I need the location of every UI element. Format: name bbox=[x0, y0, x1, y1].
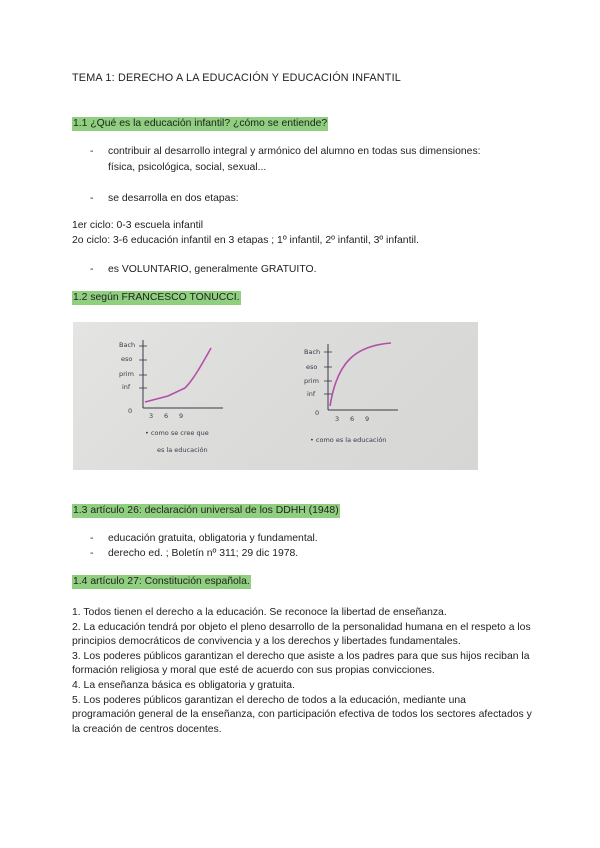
article-paragraphs bbox=[72, 606, 532, 737]
section-1-2-heading-text: 1.2 según FRANCESCO TONUCCI. bbox=[73, 292, 240, 303]
left-y-label-eso: eso bbox=[121, 355, 133, 363]
right-y-label-inf: inf bbox=[307, 390, 316, 398]
document-title: TEMA 1: DERECHO A LA EDUCACIÓN Y EDUCACIÓN INFANTIL bbox=[72, 72, 401, 84]
section-1-4-heading bbox=[72, 576, 251, 587]
bullet-desarrollo-line2: física, psicológica, social, sexual... bbox=[108, 162, 267, 173]
left-x-label-0: 0 bbox=[128, 407, 133, 415]
bullet-text-line1: contribuir al desarrollo integral y armónico del alumno en todas sus dimensiones: bbox=[108, 146, 481, 157]
article-point-4: 4. La enseñanza básica es obligatoria y gratuita. bbox=[72, 679, 295, 691]
left-x-label-3: 3 bbox=[149, 412, 154, 420]
right-x-label-3: 3 bbox=[335, 415, 340, 423]
tonucci-sketch bbox=[73, 322, 478, 470]
bullet-dash: - bbox=[90, 193, 94, 204]
right-x-label-6: 6 bbox=[350, 415, 355, 423]
left-caption-line1: • como se cree que bbox=[145, 429, 209, 437]
article-point-1: 1. Todos tienen el derecho a la educación. Se reconoce la libertad de enseñanza. bbox=[72, 607, 447, 618]
right-curve bbox=[330, 343, 391, 406]
bullet-dash: - bbox=[90, 548, 94, 559]
left-y-label-bach: Bach bbox=[119, 341, 136, 349]
left-caption-line2: es la educación bbox=[157, 446, 208, 454]
sketch-right bbox=[304, 343, 398, 444]
left-x-label-9: 9 bbox=[179, 412, 184, 420]
bullet-dash: - bbox=[90, 264, 94, 275]
bullet-dash: - bbox=[90, 146, 94, 157]
section-1-3-heading bbox=[72, 505, 340, 516]
right-x-label-0: 0 bbox=[315, 409, 320, 417]
right-caption: • como es la educación bbox=[310, 436, 387, 444]
bullet-dash: - bbox=[90, 533, 94, 544]
right-x-label-9: 9 bbox=[365, 415, 370, 423]
section-1-2-heading bbox=[72, 292, 241, 303]
ciclo-2: 2o ciclo: 3-6 educación infantil en 3 etapas ; 1º infantil, 2º infantil, 3º infantil. bbox=[72, 235, 419, 246]
left-y-label-prim: prim bbox=[119, 370, 134, 378]
section-1-1-heading bbox=[72, 118, 328, 129]
sketch-left bbox=[119, 340, 223, 454]
article-point-2: 2. La educación tendrá por objeto el pleno desarrollo de la personalidad humana en el respeto a los principios democráticos de convivencia y a los derechos y libertades fundamentales. bbox=[72, 621, 531, 648]
left-curve bbox=[145, 348, 211, 402]
right-y-label-eso: eso bbox=[306, 363, 318, 371]
bullet-text: derecho ed. ; Boletín nº 311; 29 dic 1978. bbox=[108, 548, 299, 559]
article-point-3: 3. Los poderes públicos garantizan el derecho que asiste a los padres para que sus hijos reciban la formación religiosa y moral que esté de acuerdo con sus propias convicciones. bbox=[72, 650, 530, 677]
article-point-5: 5. Los poderes públicos garantizan el derecho de todos a la educación, mediante una programación general de la enseñanza, con participación efectiva de todos los sectores afectados y la creación de centros docentes. bbox=[72, 694, 532, 735]
bullet-text: educación gratuita, obligatoria y fundamental. bbox=[108, 533, 318, 544]
right-y-label-bach: Bach bbox=[304, 348, 321, 356]
section-1-4-heading-text: 1.4 artículo 27: Constitución española. bbox=[73, 576, 250, 587]
right-y-label-prim: prim bbox=[304, 377, 319, 385]
section-1-1-heading-text: 1.1 ¿Qué es la educación infantil? ¿cómo se entiende? bbox=[73, 118, 328, 129]
bullet-text: es VOLUNTARIO, generalmente GRATUITO. bbox=[108, 264, 317, 275]
bullet-text: se desarrolla en dos etapas: bbox=[108, 193, 239, 204]
left-y-label-inf: inf bbox=[122, 383, 131, 391]
left-x-label-6: 6 bbox=[164, 412, 169, 420]
section-1-3-heading-text: 1.3 artículo 26: declaración universal de los DDHH (1948) bbox=[73, 505, 339, 516]
ciclo-1: 1er ciclo: 0-3 escuela infantil bbox=[72, 220, 204, 231]
tonucci-sketch-photo bbox=[73, 322, 478, 470]
